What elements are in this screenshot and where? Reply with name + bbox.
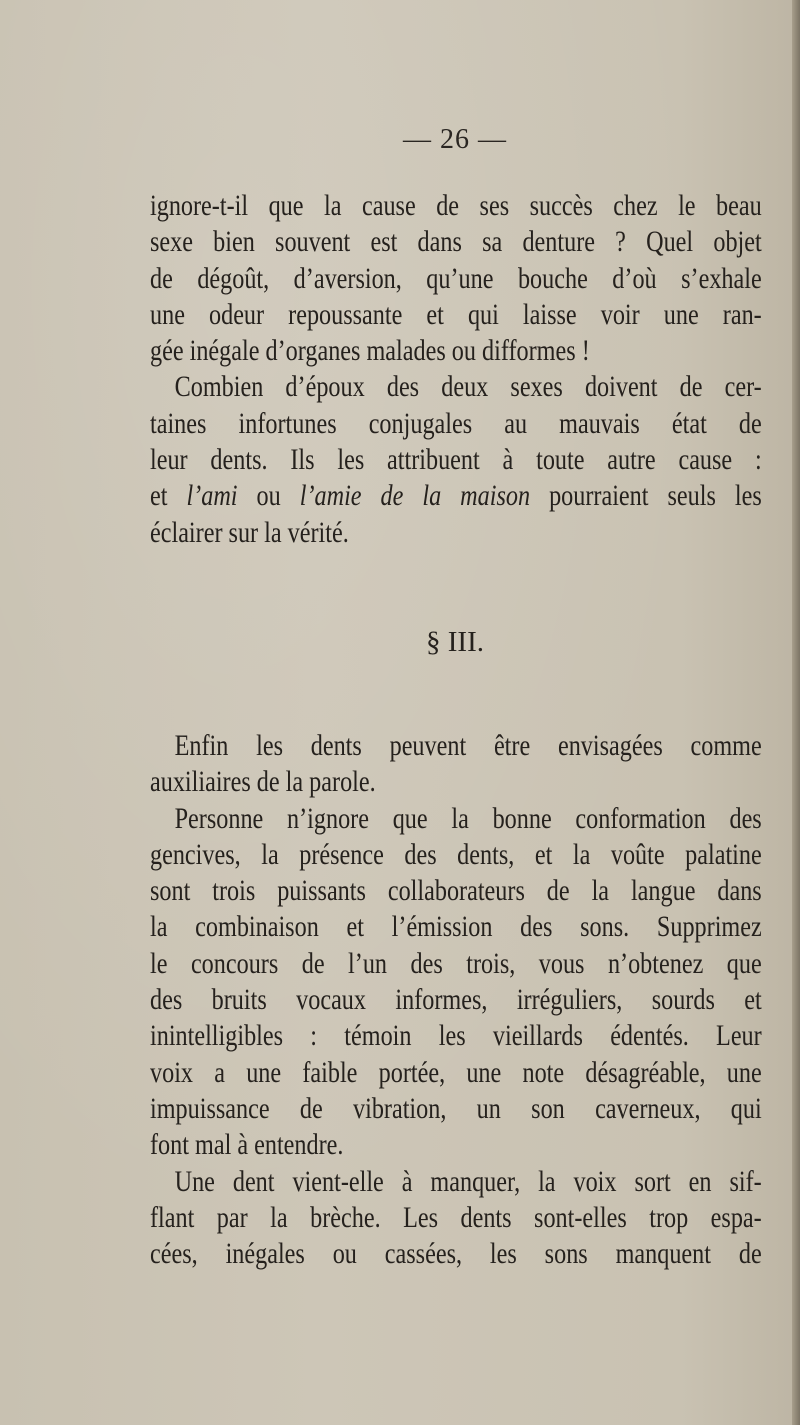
text-line-mixed	[150, 478, 762, 514]
text-line: Une dent vient-elle à manquer, la voix sort en sif-	[174, 1165, 762, 1198]
text-line: sexe bien souvent est dans sa denture ? Quel objet	[150, 226, 762, 259]
text-line: font mal à entendre.	[150, 1129, 344, 1162]
text-line: Combien d’époux des deux sexes doivent de cer-	[174, 371, 762, 404]
text-line: inintelligibles : témoin les vieillards édentés. Leur	[150, 1020, 762, 1053]
italic-fragment: l’amie de la maison	[299, 480, 531, 513]
text-line: Personne n’ignore que la bonne conformation des	[174, 802, 762, 835]
text-line: une odeur repoussante et qui laisse voir une ran-	[150, 298, 762, 331]
italic-fragment: l’ami	[186, 480, 238, 513]
text-line: sont trois puissants collaborateurs de la langue dans	[150, 875, 762, 908]
text-line: taines infortunes conjugales au mauvais état de	[150, 407, 762, 440]
text-line: des bruits vocaux informes, irréguliers, sourds et	[150, 984, 762, 1017]
text-line: leur dents. Ils les attribuent à toute autre cause :	[150, 444, 762, 477]
paragraph-block-2	[150, 728, 762, 1272]
text-line: auxiliaires de la parole.	[150, 766, 376, 799]
text-line: cées, inégales ou cassées, les sons manquent de	[150, 1238, 762, 1271]
text-line: Enfin les dents peuvent être envisagées comme	[174, 730, 762, 762]
text-line: gée inégale d’organes malades ou difformes !	[150, 335, 590, 368]
text-fragment: pourraient seuls les	[549, 480, 762, 513]
page-number: — 26 —	[403, 124, 507, 155]
text-line: le concours de l’un des trois, vous n’obtenez que	[150, 947, 762, 980]
text-line: éclairer sur la vérité.	[150, 516, 349, 549]
text-line: la combinaison et l’émission des sons. Supprimez	[150, 911, 762, 944]
text-line: flant par la brèche. Les dents sont-elles trop espa-	[150, 1201, 762, 1234]
text-fragment: et	[150, 480, 168, 513]
text-line: gencives, la présence des dents, et la voûte palatine	[150, 838, 762, 871]
text-line: de dégoût, d’aversion, qu’une bouche d’où s’exhale	[150, 262, 762, 295]
paragraph-block-1	[150, 188, 762, 551]
page-edge-shadow	[792, 0, 800, 1425]
section-heading: § III.	[426, 626, 484, 658]
text-line: impuissance de vibration, un son caverneux, qui	[150, 1092, 762, 1125]
text-line: voix a une faible portée, une note désagréable, une	[150, 1056, 762, 1089]
text-fragment: ou	[256, 480, 281, 513]
text-line: ignore-t-il que la cause de ses succès chez le beau	[150, 190, 762, 222]
